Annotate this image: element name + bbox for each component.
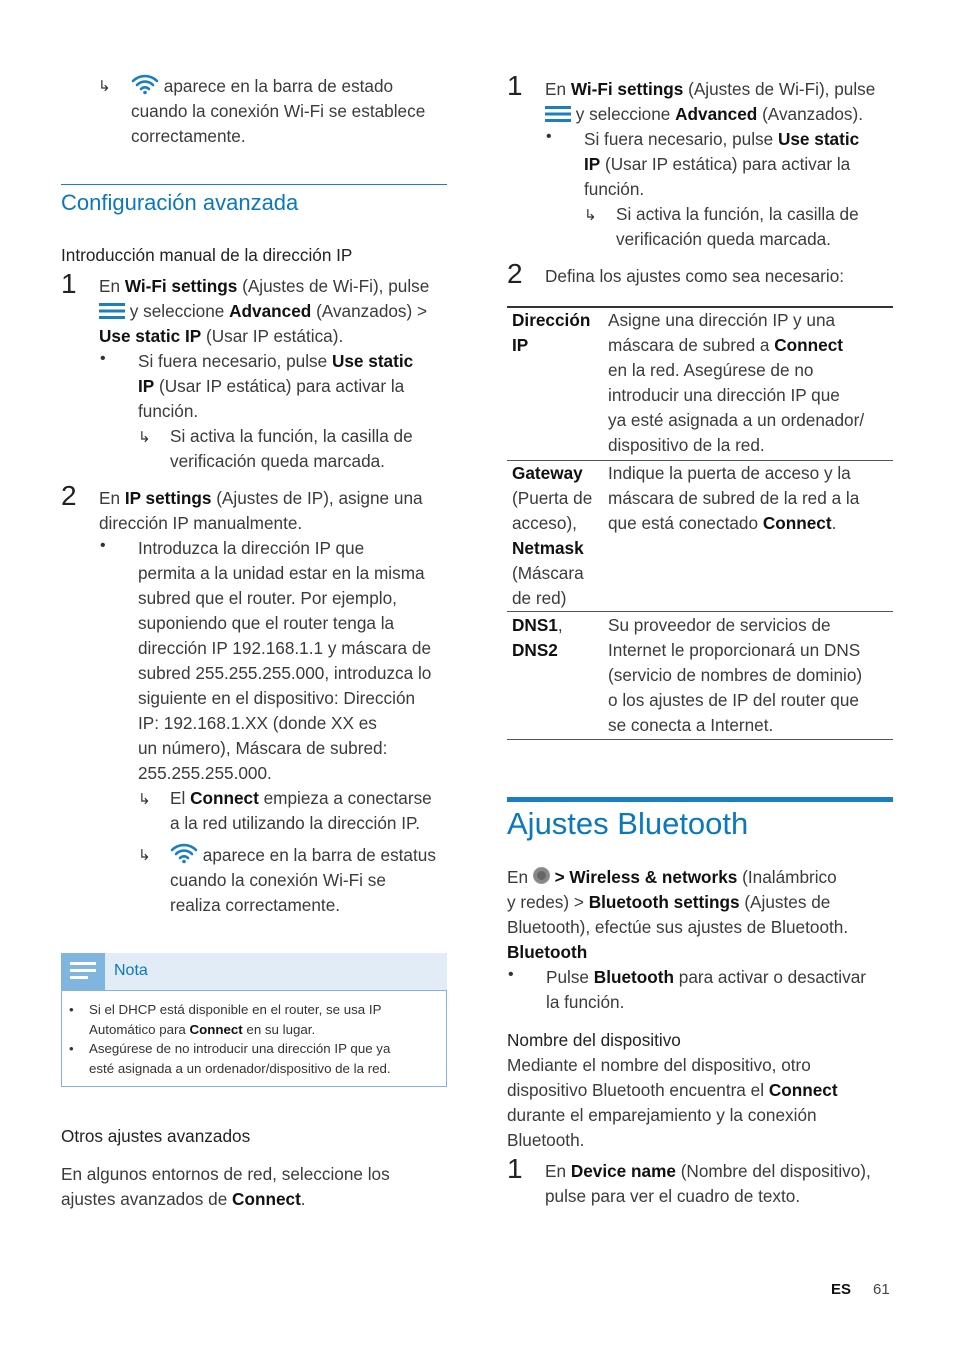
step-number: 2 <box>61 480 77 511</box>
result-arrow-icon: ↳ <box>138 847 151 864</box>
device-name-step: En Device name (Nombre del dispositivo), pulse para ver el cuadro de texto. <box>545 1161 871 1206</box>
step2-text: En IP settings (Ajustes de IP), asigne una dirección IP manualmente. <box>99 488 423 533</box>
result-arrow-icon: ↳ <box>584 207 597 224</box>
result-arrow-icon: ↳ <box>138 791 151 808</box>
step-number: 2 <box>507 258 523 289</box>
device-name-heading: Nombre del dispositivo <box>507 1030 681 1050</box>
note-content: • Si el DHCP está disponible en el router, se usa IP Automático para Connect en su lugar. • Asegúrese de no introducir una dirección IP que ya esté asignada a un ordenador/dispositivo de la red. <box>69 1002 391 1076</box>
page-number: 61 <box>873 1281 890 1298</box>
table-description: Indique la puerta de acceso y la máscara de subred de la red a la que está conectado Connect. <box>608 463 860 533</box>
table-description: Asigne una dirección IP y una máscara de subred a Connect en la red. Asegúrese de no introducir una dirección IP que ya esté asignada a un ordenador/ dispositivo de la red. <box>608 310 865 455</box>
step1-bullet: Si fuera necesario, pulse Use static IP (Usar IP estática) para activar la función. <box>138 351 414 421</box>
section-title: Configuración avanzada <box>61 190 299 215</box>
status-bar-result: aparece en la barra de estado cuando la conexión Wi-Fi se establece correctamente. <box>131 73 461 149</box>
bullet-icon: • <box>69 1041 74 1056</box>
menu-icon <box>545 106 571 122</box>
step1-text: En Wi-Fi settings (Ajustes de Wi-Fi), pulse y seleccione Advanced (Avanzados) > Use static IP (Usar IP estática). <box>99 276 430 346</box>
bluetooth-intro: En > Wireless & networks (Inalámbrico y redes) > Bluetooth settings (Ajustes de Bluetooth), efectúe sus ajustes de Bluetooth. Bluetooth <box>507 867 849 962</box>
table-term: Gateway (Puerta de acceso), Netmask (Máscara de red) <box>512 463 593 608</box>
bullet-icon: • <box>508 966 514 983</box>
result-arrow-icon: ↳ <box>138 429 151 446</box>
wifi-icon <box>170 842 198 864</box>
device-name-text: Mediante el nombre del dispositivo, otro dispositivo Bluetooth encuentra el Connect durante el emparejamiento y la conexión Bluetooth. <box>507 1055 838 1150</box>
section-divider <box>61 184 447 185</box>
other-text: En algunos entornos de red, seleccione los ajustes avanzados de Connect. <box>61 1164 390 1209</box>
result-arrow-icon: ↳ <box>98 78 111 95</box>
bluetooth-bullet: Pulse Bluetooth para activar o desactivar la función. <box>546 967 867 1012</box>
language-code: ES <box>831 1281 852 1298</box>
right-step1-result: Si activa la función, la casilla de verificación queda marcada. <box>616 204 859 249</box>
table-bottom-border <box>507 739 893 740</box>
table-term: Dirección IP <box>512 310 591 355</box>
step-number: 1 <box>507 1153 523 1184</box>
right-step1-text: En Wi-Fi settings (Ajustes de Wi-Fi), pulse y seleccione Advanced (Avanzados). <box>545 79 876 124</box>
step2-result-wifi: aparece en la barra de estatus cuando la conexión Wi-Fi se realiza correctamente. <box>170 842 460 918</box>
bullet-icon: • <box>100 537 106 554</box>
note-icon <box>61 953 105 990</box>
table-description: Su proveedor de servicios de Internet le proporcionará un DNS (servicio de nombres de dominio) o los ajustes de IP del router que se conecta a Internet. <box>608 615 863 735</box>
bluetooth-title: Ajustes Bluetooth <box>507 806 749 841</box>
other-heading: Otros ajustes avanzados <box>61 1126 251 1146</box>
step2-bullet: Introduzca la dirección IP que permita a la unidad estar en la misma subred que el router. Por ejemplo, suponiendo que el router tenga la dirección IP 192.168.1.1 y máscara de subred 255.255.255.000, introduzca lo siguiente en el dispositivo: Dirección IP: 192.168.1.XX (donde XX es un número), Máscara de subred: 255.255.255.000. <box>138 538 432 783</box>
step1-result: Si activa la función, la casilla de verificación queda marcada. <box>170 426 413 471</box>
note-header <box>105 953 447 990</box>
settings-gear-icon <box>533 867 550 884</box>
bullet-icon: • <box>546 128 552 145</box>
table-divider <box>507 611 893 612</box>
table-term: DNS1, DNS2 <box>512 615 563 660</box>
right-step1-bullet: Si fuera necesario, pulse Use static IP (Usar IP estática) para activar la función. <box>584 129 860 199</box>
right-step2-text: Defina los ajustes como sea necesario: <box>545 266 845 286</box>
section-rule <box>507 797 893 802</box>
bullet-icon: • <box>69 1002 74 1017</box>
bullet-icon: • <box>100 350 106 367</box>
step-number: 1 <box>507 70 523 101</box>
menu-icon <box>99 303 125 319</box>
wifi-icon <box>131 73 159 95</box>
step2-result-connect: El Connect empieza a conectarse a la red utilizando la dirección IP. <box>170 788 432 833</box>
note-label: Nota <box>114 962 148 979</box>
manual-ip-heading: Introducción manual de la dirección IP <box>61 245 353 265</box>
step-number: 1 <box>61 268 77 299</box>
